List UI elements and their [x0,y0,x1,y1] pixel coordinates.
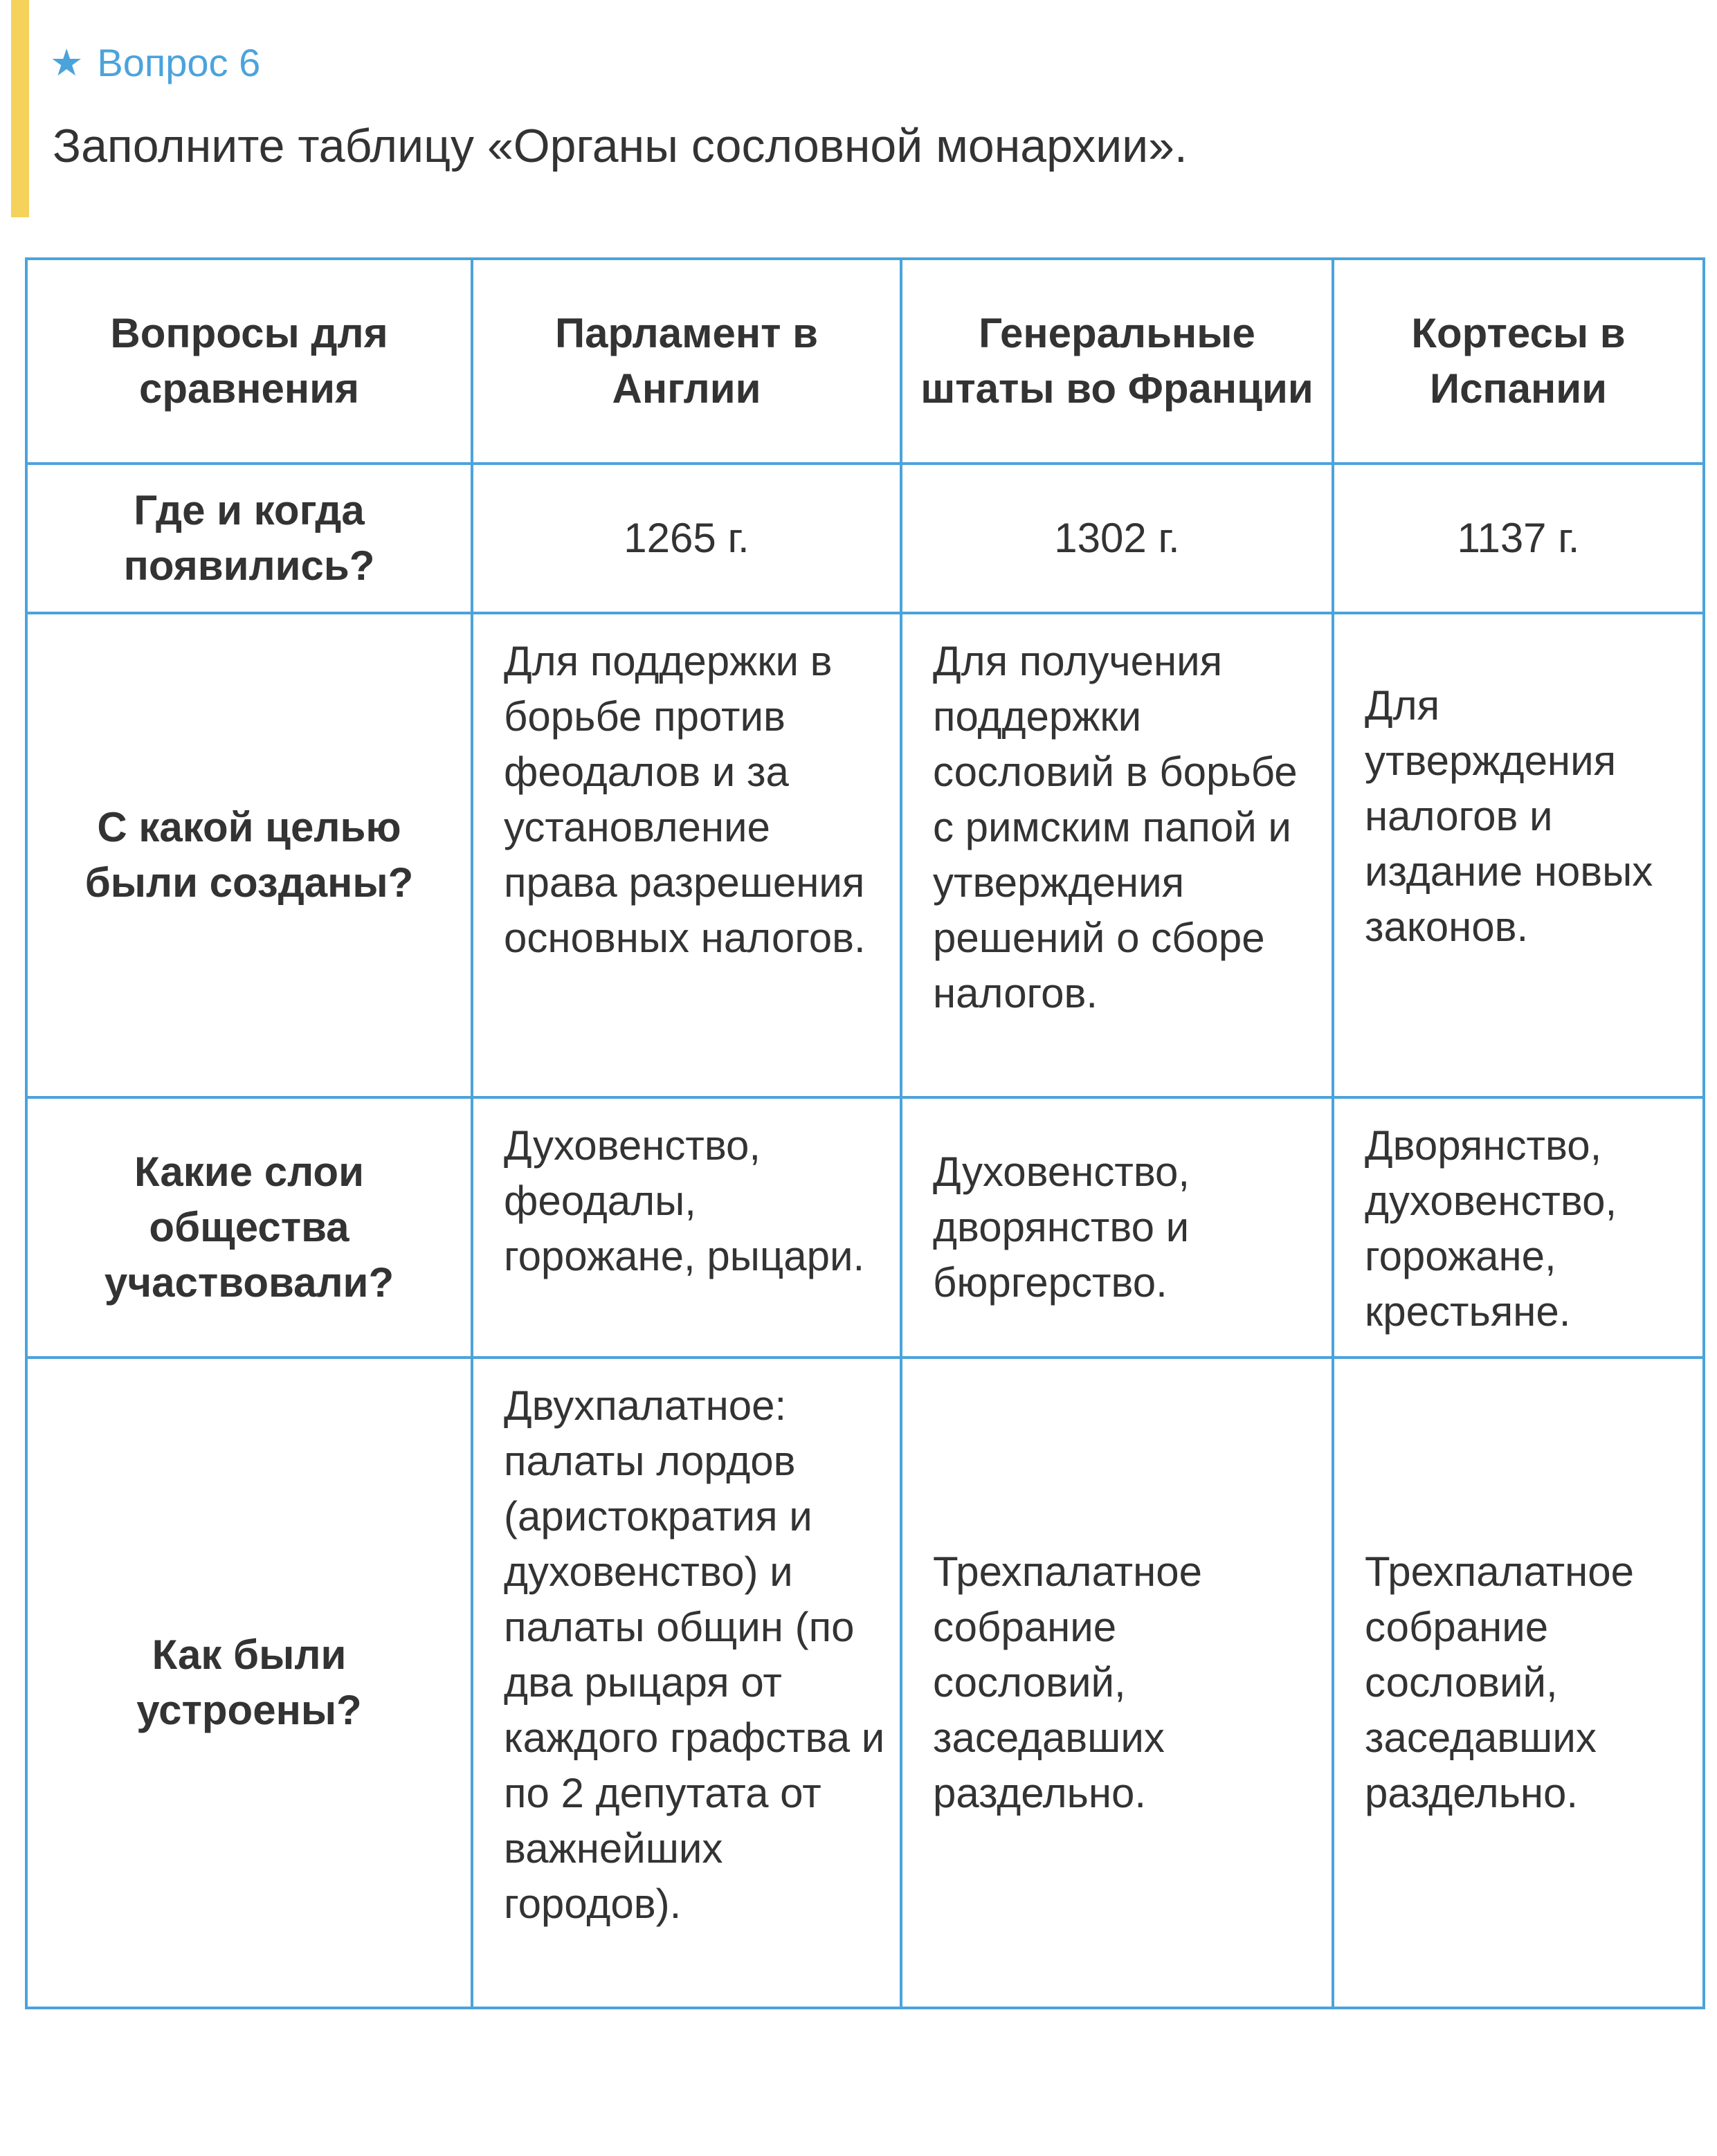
cell-france: Трехпалатное собрание сословий, заседавших раздельно. [901,1358,1333,2008]
cell-england: 1265 г. [472,464,901,613]
question-label [50,40,260,85]
star-icon: ★ [50,42,84,84]
cell-spain: Трехпалатное собрание сословий, заседавших раздельно. [1333,1358,1704,2008]
table-row [26,613,1704,1097]
header-england: Парламент в Англии [472,259,901,464]
table-row [26,1358,1704,2008]
question-text: Заполните таблицу «Органы сословной монархии». [53,120,1188,172]
table-header-row [26,259,1704,464]
table-row [26,464,1704,613]
cell-england: Духовенство, феодалы, горожане, рыцари. [472,1097,901,1358]
cell-england: Для поддержки в борьбе против феодалов и за установление права разрешения основных налогов. [472,613,901,1097]
cell-spain: Для утверждения налогов и издание новых законов. [1333,613,1704,1097]
header-questions: Вопросы для сравнения [26,259,472,464]
header-spain: Кортесы в Испании [1333,259,1704,464]
cell-england: Двухпалатное: палаты лордов (аристократия и духовенство) и палаты общин (по два рыцаря от каждого графства и по 2 депутата от важнейших городов). [472,1358,901,2008]
row-question: Какие слои общества участвовали? [26,1097,472,1358]
header-france: Генеральные штаты во Франции [901,259,1333,464]
cell-spain: 1137 г. [1333,464,1704,613]
table-row [26,1097,1704,1358]
cell-france: Духовенство, дворянство и бюргерство. [901,1097,1333,1358]
cell-spain: Дворянство, духовенство, горожане, крестьяне. [1333,1097,1704,1358]
row-question: Где и когда появились? [26,464,472,613]
question-number: Вопрос 6 [97,41,261,84]
row-question: С какой целью были созданы? [26,613,472,1097]
cell-france: 1302 г. [901,464,1333,613]
cell-france: Для получения поддержки сословий в борьбе с римским папой и утверждения решений о сборе налогов. [901,613,1333,1097]
row-question: Как были устроены? [26,1358,472,2008]
accent-bar [11,0,29,217]
comparison-table [25,257,1705,2009]
